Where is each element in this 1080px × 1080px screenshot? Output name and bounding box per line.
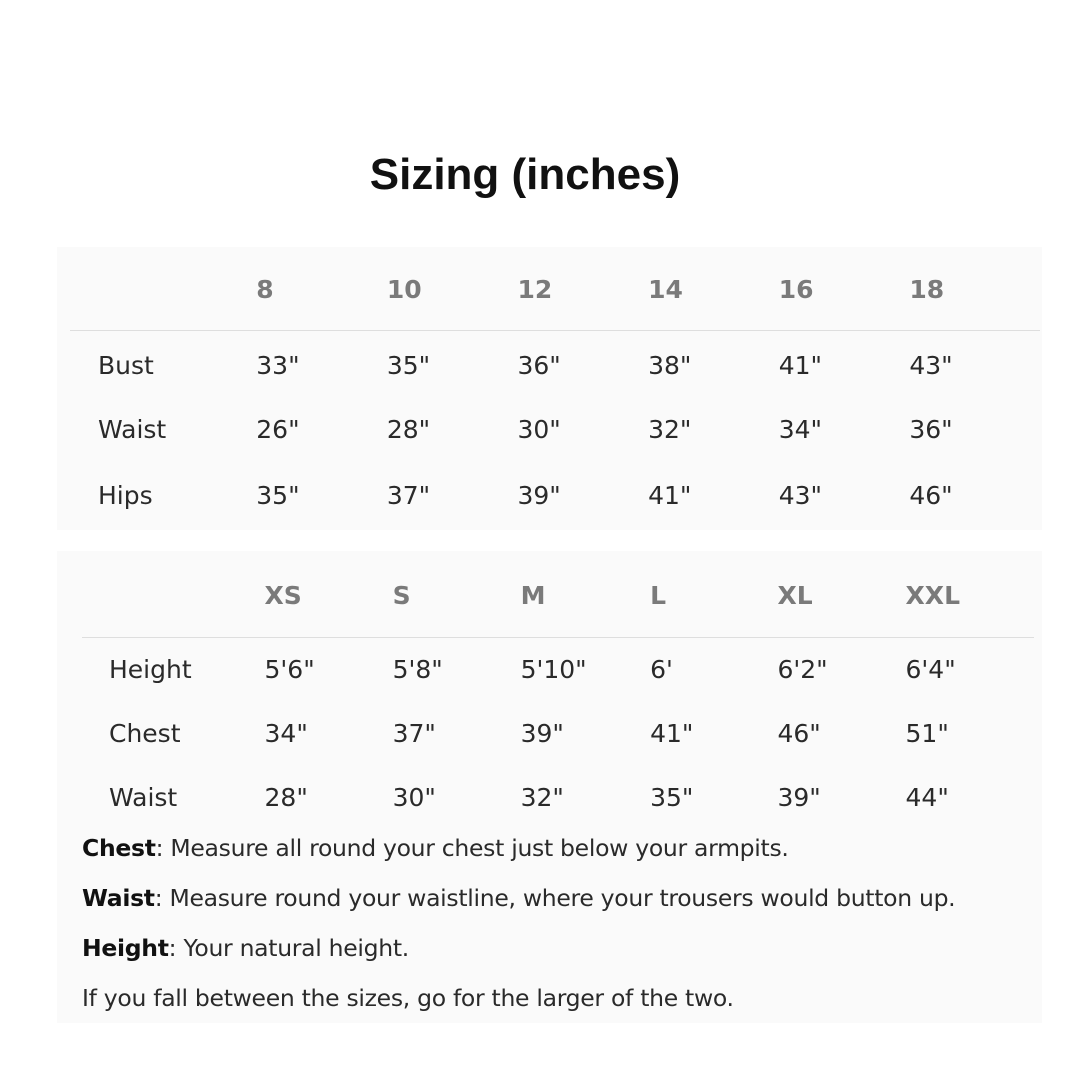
note-term: Height (82, 934, 169, 962)
table-cell: 30" (392, 782, 436, 812)
column-header: L (650, 581, 667, 611)
column-header: S (392, 581, 411, 611)
table-cell: 35" (386, 350, 431, 380)
header-corner (70, 250, 256, 330)
page-title: Sizing (inches) (369, 150, 681, 199)
column-header: XS (264, 581, 302, 611)
table-cell: 32" (520, 782, 564, 812)
mens-size-table (82, 555, 1034, 829)
table-cell: 5'10" (520, 654, 587, 684)
table-row (70, 462, 1040, 528)
table-row (82, 765, 1034, 829)
note-term: Chest (82, 834, 156, 862)
column-header: XL (777, 581, 813, 611)
row-label: Waist (98, 414, 167, 444)
table-row (70, 330, 1040, 396)
row-label: Chest (109, 718, 181, 748)
table-cell: 43" (909, 350, 953, 380)
table-row (70, 396, 1040, 462)
note-waist (82, 878, 1032, 928)
table-cell: 30" (517, 414, 561, 444)
note-size-advice (82, 978, 1032, 1028)
table-row (82, 701, 1034, 765)
table-cell: 32" (648, 414, 692, 444)
table-row (82, 637, 1034, 701)
table-cell: 6' (650, 654, 673, 684)
table-cell: 6'4" (905, 654, 956, 684)
table-cell: 28" (264, 782, 308, 812)
table-cell: 44" (905, 782, 949, 812)
table-cell: 33" (256, 350, 300, 380)
table-cell: 41" (648, 480, 692, 510)
table-cell: 37" (392, 718, 436, 748)
table-cell: 41" (650, 718, 694, 748)
row-label: Waist (109, 782, 178, 812)
table-cell: 28" (386, 414, 431, 444)
table-cell: 39" (777, 782, 821, 812)
table-cell: 34" (778, 414, 823, 444)
row-label: Bust (98, 350, 154, 380)
note-text: If you fall between the sizes, go for the larger of the two. (82, 984, 734, 1012)
row-label: Height (109, 654, 192, 684)
measurement-notes (82, 828, 1032, 1028)
table-cell: 37" (386, 480, 431, 510)
note-text: : Measure round your waistline, where your trousers would button up. (154, 884, 956, 912)
table-cell: 51" (905, 718, 949, 748)
note-height (82, 928, 1032, 978)
table-cell: 5'8" (392, 654, 443, 684)
column-header: M (520, 581, 546, 611)
table-cell: 43" (778, 480, 823, 510)
header-corner (82, 555, 265, 637)
note-text: : Your natural height. (168, 934, 409, 962)
note-text: : Measure all round your chest just below your armpits. (155, 834, 789, 862)
table-header-row (70, 250, 1040, 330)
table-cell: 36" (909, 414, 953, 444)
table-cell: 34" (264, 718, 308, 748)
table-cell: 46" (777, 718, 821, 748)
table-cell: 6'2" (777, 654, 828, 684)
table-cell: 39" (517, 480, 561, 510)
column-header: 16 (778, 275, 814, 305)
note-chest (82, 828, 1032, 878)
table-cell: 41" (778, 350, 823, 380)
column-header: 18 (909, 275, 945, 305)
column-header: 12 (517, 275, 553, 305)
table-cell: 38" (648, 350, 692, 380)
column-header: 10 (386, 275, 422, 305)
table-cell: 36" (517, 350, 561, 380)
table-cell: 5'6" (264, 654, 315, 684)
table-cell: 39" (520, 718, 564, 748)
column-header: 14 (648, 275, 683, 305)
note-term: Waist (82, 884, 155, 912)
row-label: Hips (98, 480, 153, 510)
table-cell: 46" (909, 480, 953, 510)
column-header: XXL (905, 581, 960, 611)
table-cell: 35" (256, 480, 300, 510)
table-cell: 35" (650, 782, 694, 812)
table-header-row (82, 555, 1034, 637)
column-header: 8 (256, 275, 274, 305)
womens-size-table (70, 250, 1040, 528)
table-cell: 26" (256, 414, 300, 444)
